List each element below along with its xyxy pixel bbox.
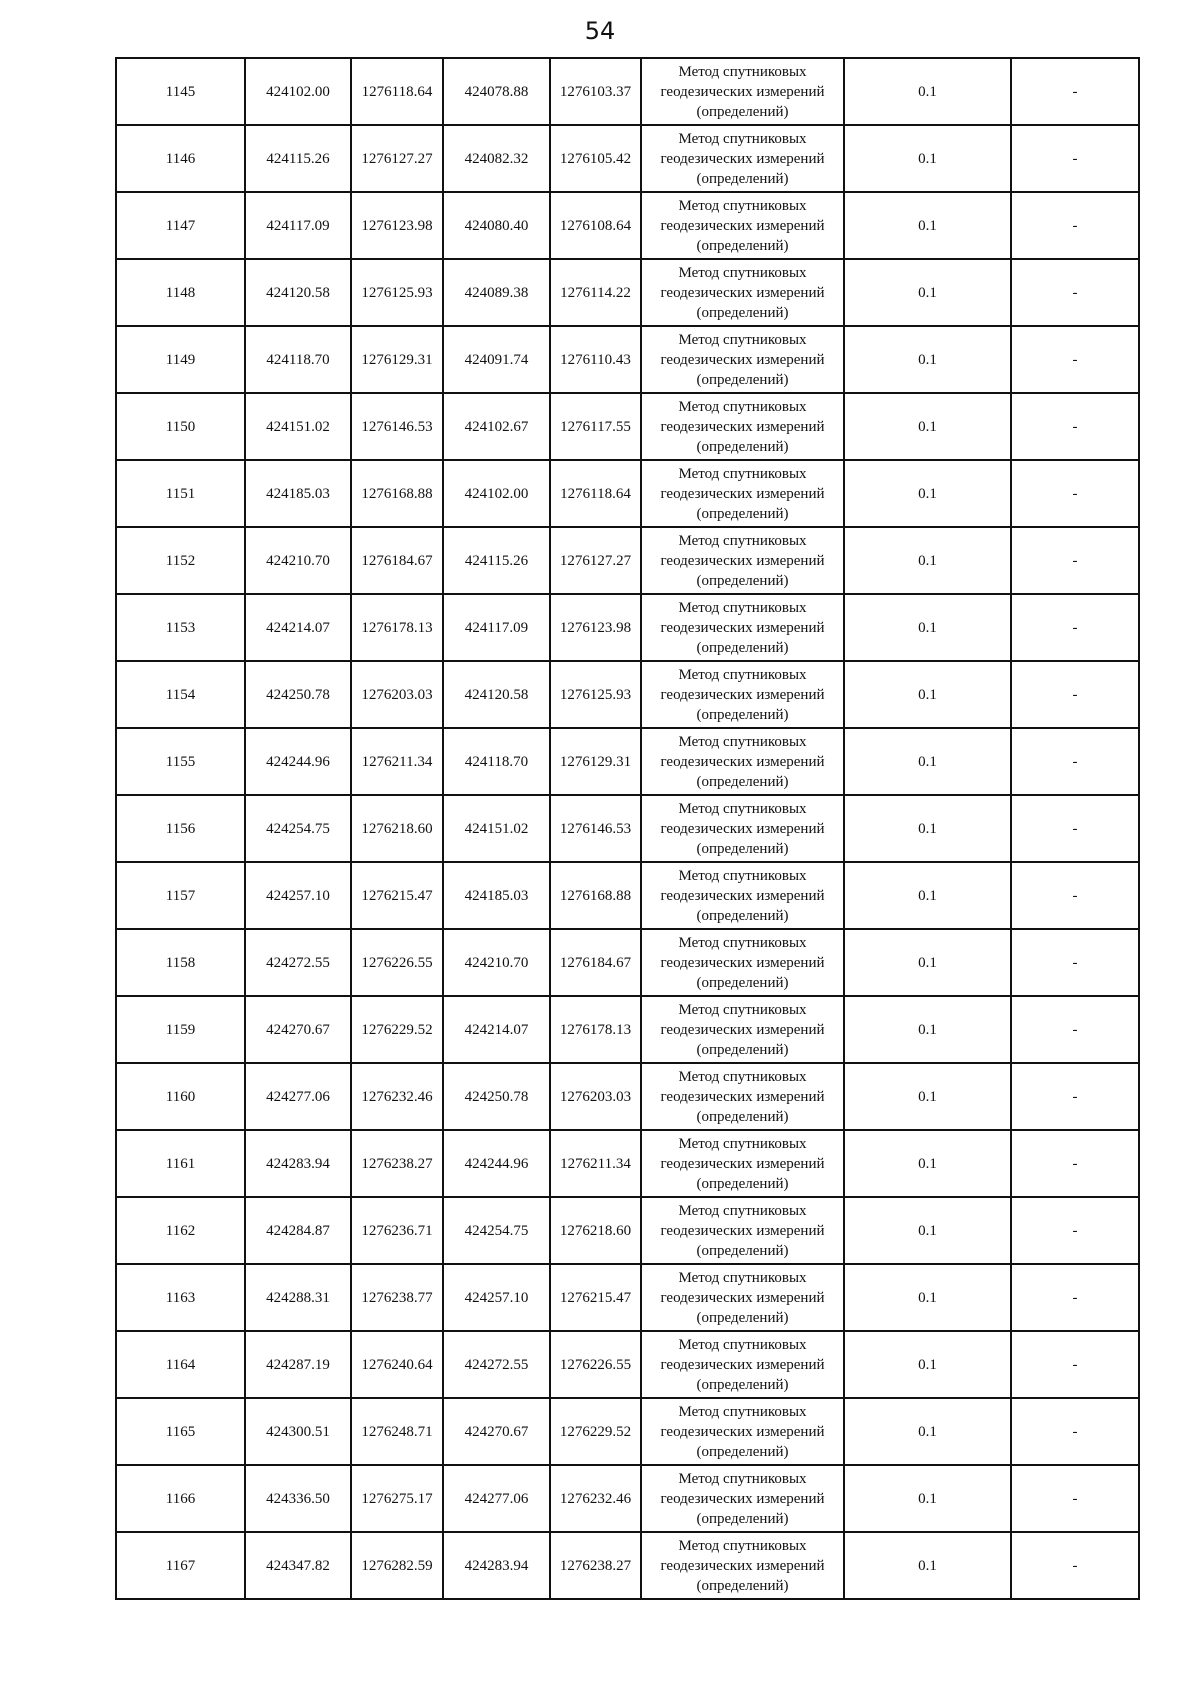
existing-x-cell: 424347.82 [245, 1532, 351, 1599]
method-cell: Метод спутниковых геодезических измерений (определений) [641, 125, 844, 192]
table-row [116, 326, 1139, 393]
table-row [116, 460, 1139, 527]
table-row [116, 125, 1139, 192]
point-number-cell: 1155 [116, 728, 245, 795]
new-y-cell: 1276238.27 [550, 1532, 641, 1599]
existing-y-cell: 1276184.67 [351, 527, 443, 594]
table-row [116, 1264, 1139, 1331]
existing-x-cell: 424336.50 [245, 1465, 351, 1532]
existing-y-cell: 1276215.47 [351, 862, 443, 929]
method-cell: Метод спутниковых геодезических измерений (определений) [641, 1532, 844, 1599]
point-number-cell: 1154 [116, 661, 245, 728]
method-cell: Метод спутниковых геодезических измерений (определений) [641, 393, 844, 460]
new-x-cell: 424118.70 [443, 728, 550, 795]
table-row [116, 795, 1139, 862]
note-cell: - [1011, 259, 1139, 326]
point-number-cell: 1162 [116, 1197, 245, 1264]
table-row [116, 527, 1139, 594]
note-cell: - [1011, 527, 1139, 594]
method-cell: Метод спутниковых геодезических измерений (определений) [641, 527, 844, 594]
method-cell: Метод спутниковых геодезических измерений (определений) [641, 795, 844, 862]
new-x-cell: 424091.74 [443, 326, 550, 393]
existing-x-cell: 424277.06 [245, 1063, 351, 1130]
point-number-cell: 1166 [116, 1465, 245, 1532]
table-row [116, 192, 1139, 259]
existing-x-cell: 424284.87 [245, 1197, 351, 1264]
point-number-cell: 1153 [116, 594, 245, 661]
accuracy-cell: 0.1 [844, 728, 1011, 795]
accuracy-cell: 0.1 [844, 1130, 1011, 1197]
new-y-cell: 1276108.64 [550, 192, 641, 259]
new-y-cell: 1276110.43 [550, 326, 641, 393]
accuracy-cell: 0.1 [844, 1331, 1011, 1398]
note-cell: - [1011, 1398, 1139, 1465]
existing-x-cell: 424185.03 [245, 460, 351, 527]
new-x-cell: 424078.88 [443, 58, 550, 125]
accuracy-cell: 0.1 [844, 259, 1011, 326]
method-cell: Метод спутниковых геодезических измерений (определений) [641, 192, 844, 259]
existing-x-cell: 424288.31 [245, 1264, 351, 1331]
accuracy-cell: 0.1 [844, 1063, 1011, 1130]
accuracy-cell: 0.1 [844, 594, 1011, 661]
existing-y-cell: 1276203.03 [351, 661, 443, 728]
method-cell: Метод спутниковых геодезических измерений (определений) [641, 326, 844, 393]
method-cell: Метод спутниковых геодезических измерений (определений) [641, 661, 844, 728]
existing-x-cell: 424120.58 [245, 259, 351, 326]
new-y-cell: 1276218.60 [550, 1197, 641, 1264]
new-x-cell: 424257.10 [443, 1264, 550, 1331]
note-cell: - [1011, 1264, 1139, 1331]
method-cell: Метод спутниковых геодезических измерений (определений) [641, 1331, 844, 1398]
existing-x-cell: 424151.02 [245, 393, 351, 460]
accuracy-cell: 0.1 [844, 996, 1011, 1063]
new-x-cell: 424120.58 [443, 661, 550, 728]
method-cell: Метод спутниковых геодезических измерений (определений) [641, 1130, 844, 1197]
note-cell: - [1011, 1465, 1139, 1532]
table-row [116, 996, 1139, 1063]
note-cell: - [1011, 728, 1139, 795]
existing-y-cell: 1276238.27 [351, 1130, 443, 1197]
new-x-cell: 424102.67 [443, 393, 550, 460]
existing-y-cell: 1276178.13 [351, 594, 443, 661]
existing-y-cell: 1276240.64 [351, 1331, 443, 1398]
note-cell: - [1011, 58, 1139, 125]
table-row [116, 1197, 1139, 1264]
table-row [116, 594, 1139, 661]
accuracy-cell: 0.1 [844, 192, 1011, 259]
note-cell: - [1011, 1532, 1139, 1599]
existing-y-cell: 1276226.55 [351, 929, 443, 996]
table-row [116, 1532, 1139, 1599]
accuracy-cell: 0.1 [844, 1264, 1011, 1331]
point-number-cell: 1151 [116, 460, 245, 527]
existing-x-cell: 424115.26 [245, 125, 351, 192]
new-y-cell: 1276229.52 [550, 1398, 641, 1465]
existing-y-cell: 1276129.31 [351, 326, 443, 393]
point-number-cell: 1157 [116, 862, 245, 929]
existing-y-cell: 1276229.52 [351, 996, 443, 1063]
method-cell: Метод спутниковых геодезических измерений (определений) [641, 728, 844, 795]
existing-x-cell: 424270.67 [245, 996, 351, 1063]
existing-x-cell: 424287.19 [245, 1331, 351, 1398]
table-row [116, 1130, 1139, 1197]
note-cell: - [1011, 795, 1139, 862]
new-x-cell: 424244.96 [443, 1130, 550, 1197]
table-row [116, 661, 1139, 728]
new-y-cell: 1276168.88 [550, 862, 641, 929]
new-x-cell: 424250.78 [443, 1063, 550, 1130]
existing-x-cell: 424210.70 [245, 527, 351, 594]
accuracy-cell: 0.1 [844, 1532, 1011, 1599]
note-cell: - [1011, 192, 1139, 259]
new-y-cell: 1276105.42 [550, 125, 641, 192]
existing-y-cell: 1276118.64 [351, 58, 443, 125]
existing-y-cell: 1276232.46 [351, 1063, 443, 1130]
method-cell: Метод спутниковых геодезических измерений (определений) [641, 259, 844, 326]
existing-y-cell: 1276211.34 [351, 728, 443, 795]
table-row [116, 728, 1139, 795]
point-number-cell: 1161 [116, 1130, 245, 1197]
point-number-cell: 1150 [116, 393, 245, 460]
existing-y-cell: 1276127.27 [351, 125, 443, 192]
existing-y-cell: 1276248.71 [351, 1398, 443, 1465]
point-number-cell: 1159 [116, 996, 245, 1063]
table-row [116, 1063, 1139, 1130]
existing-y-cell: 1276146.53 [351, 393, 443, 460]
new-y-cell: 1276211.34 [550, 1130, 641, 1197]
new-x-cell: 424089.38 [443, 259, 550, 326]
accuracy-cell: 0.1 [844, 460, 1011, 527]
note-cell: - [1011, 1063, 1139, 1130]
note-cell: - [1011, 594, 1139, 661]
new-y-cell: 1276117.55 [550, 393, 641, 460]
table-body [116, 58, 1139, 1599]
method-cell: Метод спутниковых геодезических измерений (определений) [641, 1197, 844, 1264]
new-x-cell: 424185.03 [443, 862, 550, 929]
method-cell: Метод спутниковых геодезических измерений (определений) [641, 929, 844, 996]
new-y-cell: 1276114.22 [550, 259, 641, 326]
point-number-cell: 1165 [116, 1398, 245, 1465]
new-y-cell: 1276203.03 [550, 1063, 641, 1130]
existing-x-cell: 424257.10 [245, 862, 351, 929]
existing-x-cell: 424283.94 [245, 1130, 351, 1197]
existing-x-cell: 424102.00 [245, 58, 351, 125]
accuracy-cell: 0.1 [844, 125, 1011, 192]
note-cell: - [1011, 661, 1139, 728]
existing-x-cell: 424244.96 [245, 728, 351, 795]
point-number-cell: 1147 [116, 192, 245, 259]
new-y-cell: 1276232.46 [550, 1465, 641, 1532]
table-row [116, 1331, 1139, 1398]
accuracy-cell: 0.1 [844, 527, 1011, 594]
note-cell: - [1011, 929, 1139, 996]
existing-y-cell: 1276218.60 [351, 795, 443, 862]
note-cell: - [1011, 1197, 1139, 1264]
existing-x-cell: 424254.75 [245, 795, 351, 862]
new-x-cell: 424082.32 [443, 125, 550, 192]
new-y-cell: 1276125.93 [550, 661, 641, 728]
note-cell: - [1011, 460, 1139, 527]
note-cell: - [1011, 1130, 1139, 1197]
existing-x-cell: 424300.51 [245, 1398, 351, 1465]
existing-x-cell: 424214.07 [245, 594, 351, 661]
method-cell: Метод спутниковых геодезических измерений (определений) [641, 1264, 844, 1331]
new-x-cell: 424272.55 [443, 1331, 550, 1398]
table-row [116, 1465, 1139, 1532]
new-x-cell: 424254.75 [443, 1197, 550, 1264]
existing-y-cell: 1276282.59 [351, 1532, 443, 1599]
new-y-cell: 1276178.13 [550, 996, 641, 1063]
table-row [116, 259, 1139, 326]
method-cell: Метод спутниковых геодезических измерений (определений) [641, 1465, 844, 1532]
new-y-cell: 1276184.67 [550, 929, 641, 996]
table-row [116, 58, 1139, 125]
existing-y-cell: 1276168.88 [351, 460, 443, 527]
new-y-cell: 1276118.64 [550, 460, 641, 527]
new-x-cell: 424270.67 [443, 1398, 550, 1465]
accuracy-cell: 0.1 [844, 795, 1011, 862]
page-number: 54 [584, 17, 616, 45]
new-x-cell: 424080.40 [443, 192, 550, 259]
new-y-cell: 1276129.31 [550, 728, 641, 795]
new-x-cell: 424151.02 [443, 795, 550, 862]
method-cell: Метод спутниковых геодезических измерений (определений) [641, 862, 844, 929]
note-cell: - [1011, 996, 1139, 1063]
point-number-cell: 1145 [116, 58, 245, 125]
table-row [116, 929, 1139, 996]
table-row [116, 862, 1139, 929]
new-x-cell: 424283.94 [443, 1532, 550, 1599]
new-x-cell: 424210.70 [443, 929, 550, 996]
existing-y-cell: 1276125.93 [351, 259, 443, 326]
point-number-cell: 1160 [116, 1063, 245, 1130]
new-x-cell: 424277.06 [443, 1465, 550, 1532]
existing-x-cell: 424118.70 [245, 326, 351, 393]
note-cell: - [1011, 125, 1139, 192]
method-cell: Метод спутниковых геодезических измерений (определений) [641, 594, 844, 661]
accuracy-cell: 0.1 [844, 862, 1011, 929]
accuracy-cell: 0.1 [844, 1465, 1011, 1532]
table-row [116, 1398, 1139, 1465]
point-number-cell: 1146 [116, 125, 245, 192]
existing-x-cell: 424272.55 [245, 929, 351, 996]
method-cell: Метод спутниковых геодезических измерений (определений) [641, 996, 844, 1063]
new-x-cell: 424102.00 [443, 460, 550, 527]
method-cell: Метод спутниковых геодезических измерений (определений) [641, 1063, 844, 1130]
accuracy-cell: 0.1 [844, 326, 1011, 393]
point-number-cell: 1167 [116, 1532, 245, 1599]
note-cell: - [1011, 1331, 1139, 1398]
existing-x-cell: 424117.09 [245, 192, 351, 259]
existing-x-cell: 424250.78 [245, 661, 351, 728]
accuracy-cell: 0.1 [844, 1398, 1011, 1465]
point-number-cell: 1163 [116, 1264, 245, 1331]
point-number-cell: 1156 [116, 795, 245, 862]
existing-y-cell: 1276123.98 [351, 192, 443, 259]
method-cell: Метод спутниковых геодезических измерений (определений) [641, 58, 844, 125]
new-y-cell: 1276103.37 [550, 58, 641, 125]
existing-y-cell: 1276275.17 [351, 1465, 443, 1532]
accuracy-cell: 0.1 [844, 58, 1011, 125]
new-y-cell: 1276215.47 [550, 1264, 641, 1331]
new-y-cell: 1276146.53 [550, 795, 641, 862]
accuracy-cell: 0.1 [844, 1197, 1011, 1264]
point-number-cell: 1152 [116, 527, 245, 594]
accuracy-cell: 0.1 [844, 661, 1011, 728]
accuracy-cell: 0.1 [844, 929, 1011, 996]
note-cell: - [1011, 326, 1139, 393]
existing-y-cell: 1276238.77 [351, 1264, 443, 1331]
existing-y-cell: 1276236.71 [351, 1197, 443, 1264]
method-cell: Метод спутниковых геодезических измерений (определений) [641, 1398, 844, 1465]
new-x-cell: 424117.09 [443, 594, 550, 661]
note-cell: - [1011, 862, 1139, 929]
coordinates-table [115, 57, 1140, 1600]
point-number-cell: 1158 [116, 929, 245, 996]
point-number-cell: 1148 [116, 259, 245, 326]
point-number-cell: 1164 [116, 1331, 245, 1398]
new-y-cell: 1276226.55 [550, 1331, 641, 1398]
point-number-cell: 1149 [116, 326, 245, 393]
new-x-cell: 424115.26 [443, 527, 550, 594]
new-x-cell: 424214.07 [443, 996, 550, 1063]
table-row [116, 393, 1139, 460]
accuracy-cell: 0.1 [844, 393, 1011, 460]
new-y-cell: 1276127.27 [550, 527, 641, 594]
note-cell: - [1011, 393, 1139, 460]
new-y-cell: 1276123.98 [550, 594, 641, 661]
method-cell: Метод спутниковых геодезических измерений (определений) [641, 460, 844, 527]
